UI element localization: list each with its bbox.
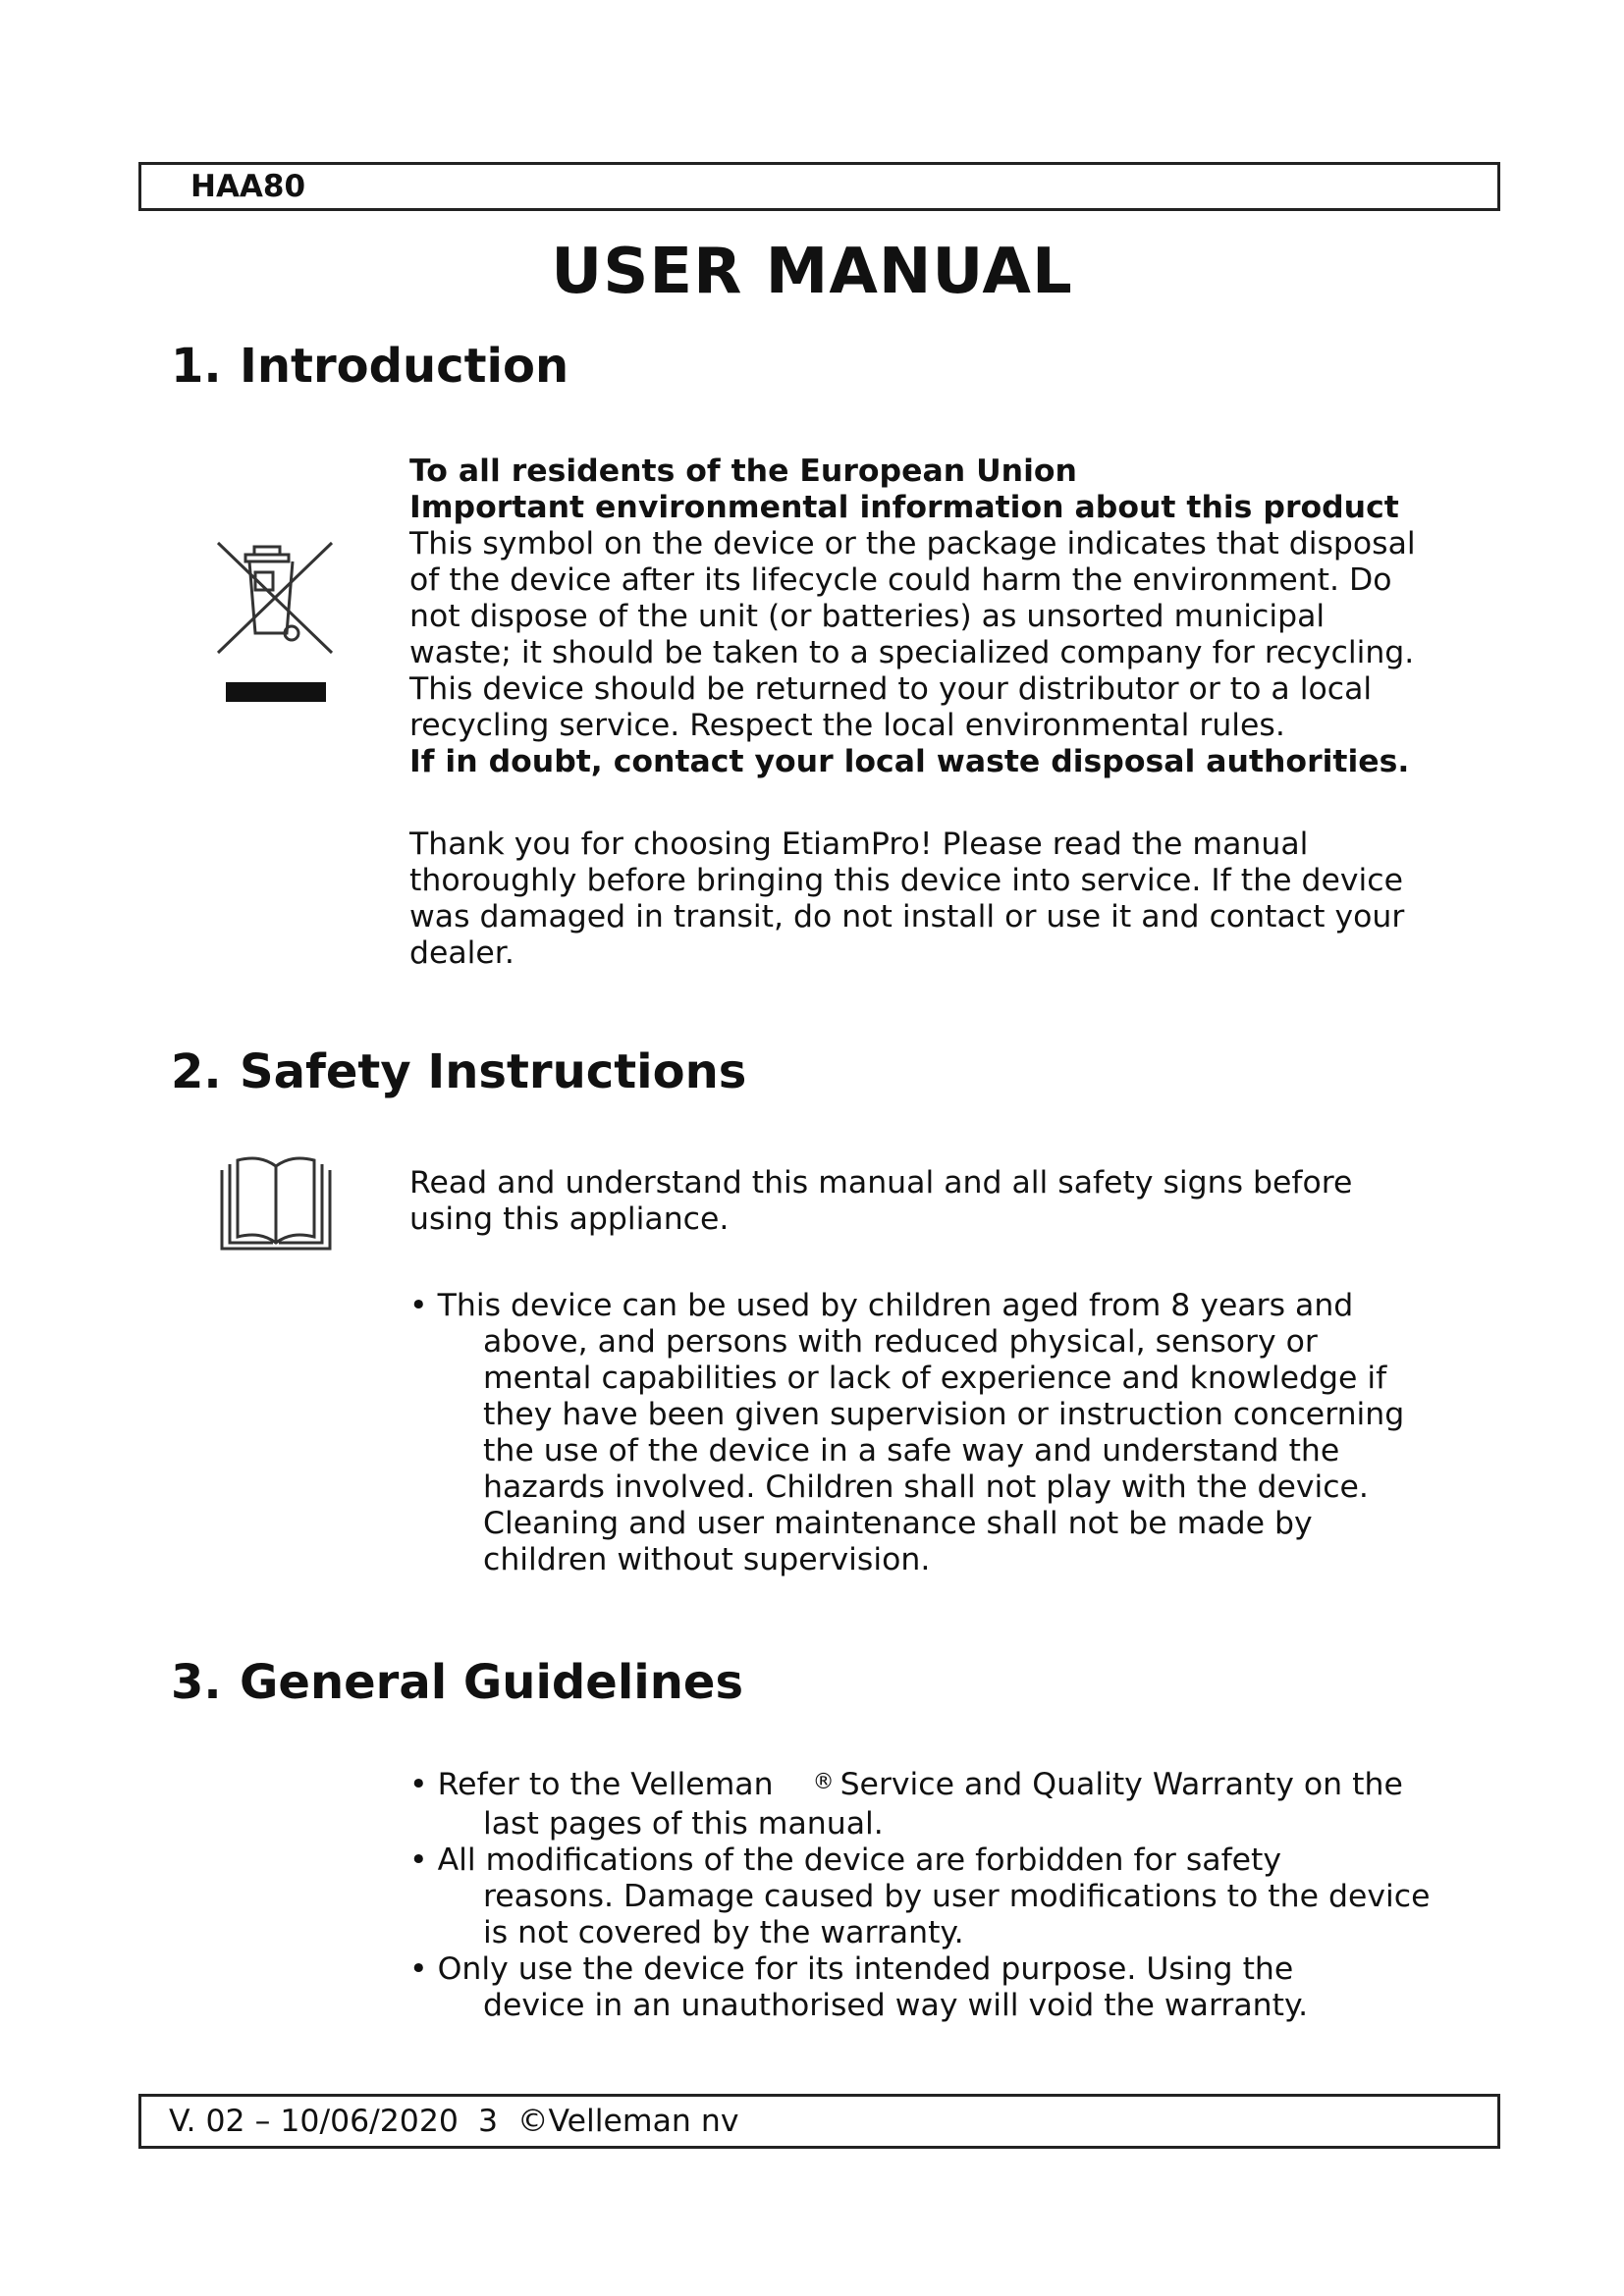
weee-line: This device should be returned to your distributor or to a local: [409, 671, 1373, 707]
safety-bullet-line: they have been given supervision or instruction concerning: [483, 1397, 1405, 1432]
read-line: using this appliance.: [409, 1201, 730, 1237]
section-1-number: 1.: [171, 339, 222, 394]
weee-line: recycling service. Respect the local environmental rules.: [409, 708, 1285, 743]
guideline-line: last pages of this manual.: [483, 1806, 884, 1842]
safety-bullet-line: the use of the device in a safe way and understand the: [483, 1433, 1340, 1468]
weee-line: This symbol on the device or the package indicates that disposal: [409, 526, 1416, 561]
read-block: [409, 1165, 1352, 1238]
bullet-dot: •: [409, 1842, 428, 1878]
guidelines-list: [409, 1767, 1430, 2024]
guideline-line: reasons. Damage caused by user modifications to the device: [483, 1879, 1431, 1914]
section-2-title: Safety Instructions: [240, 1044, 747, 1099]
safety-bullet-line: Cleaning and user maintenance shall not be made by: [483, 1506, 1313, 1541]
read-line: Read and understand this manual and all safety signs before: [409, 1165, 1353, 1201]
safety-bullet-line: • This device can be used by children aged from 8 years and: [409, 1288, 1354, 1323]
eu-block: [409, 454, 1416, 780]
guideline-line: • All modifications of the device are forbidden for safety: [409, 1842, 1282, 1878]
safety-bullet-line: above, and persons with reduced physical, sensory or: [483, 1324, 1318, 1360]
doubt-line: If in doubt, contact your local waste disposal authorities.: [409, 744, 1410, 779]
section-3-heading: [171, 1655, 743, 1710]
weee-line: of the device after its lifecycle could harm the environment. Do: [409, 562, 1392, 598]
registered-mark: ®: [812, 1770, 835, 1794]
thanks-line: was damaged in transit, do not install or use it and contact your: [409, 899, 1405, 934]
thanks-line: thoroughly before bringing this device into service. If the device: [409, 863, 1403, 898]
section-1-heading: [171, 339, 568, 394]
weee-line: not dispose of the unit (or batteries) as unsorted municipal: [409, 599, 1326, 634]
safety-bullet-line: mental capabilities or lack of experience and knowledge if: [483, 1361, 1387, 1396]
safety-bullet-line: children without supervision.: [483, 1542, 931, 1577]
guideline-line: • Refer to the Velleman ® Service and Quality Warranty on the: [409, 1767, 1403, 1802]
safety-bullet-line: hazards involved. Children shall not play with the device.: [483, 1469, 1369, 1505]
section-1-title: Introduction: [240, 339, 569, 394]
guideline-line: device in an unauthorised way will void the warranty.: [483, 1988, 1309, 2023]
read-manual-book-icon: [218, 1156, 334, 1253]
thanks-block: [409, 827, 1404, 972]
section-3-number: 3.: [171, 1655, 222, 1710]
header-box: [138, 162, 1500, 211]
section-2-number: 2.: [171, 1044, 222, 1099]
eu-line: Important environmental information about this product: [409, 490, 1399, 525]
bullet-dot: •: [409, 1288, 428, 1323]
section-2-heading: [171, 1044, 746, 1099]
section-3-title: General Guidelines: [240, 1655, 744, 1710]
thanks-line: Thank you for choosing EtiamPro! Please read the manual: [409, 827, 1309, 862]
guideline-line: is not covered by the warranty.: [483, 1915, 964, 1950]
weee-crossed-bin-icon: [210, 535, 340, 707]
bullet-dot: •: [409, 1951, 428, 1987]
weee-line: waste; it should be taken to a specialized company for recycling.: [409, 635, 1415, 670]
safety-bullet: [409, 1288, 1404, 1578]
eu-line: To all residents of the European Union: [409, 454, 1077, 489]
footer-text: V. 02 – 10/06/2020 3 ©Velleman nv: [169, 2104, 739, 2139]
guideline-line: • Only use the device for its intended purpose. Using the: [409, 1951, 1294, 1987]
page-title: USER MANUAL: [551, 236, 1073, 308]
model-label: HAA80: [190, 169, 306, 204]
bullet-dot: •: [409, 1767, 428, 1802]
thanks-line: dealer.: [409, 935, 514, 971]
